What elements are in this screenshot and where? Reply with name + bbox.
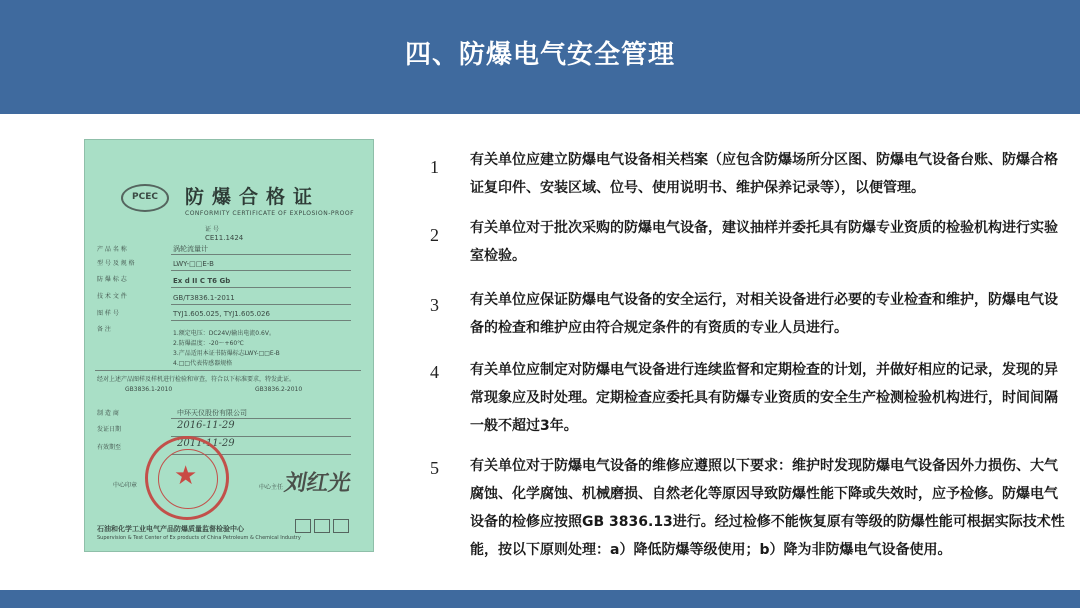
item-text: 有关单位应建立防爆电气设备相关档案（应包含防爆场所分区图、防爆电气设备台账、防爆合格证复印件、安装区域、位号、使用说明书、维护保养记录等），以便管理。 [470,152,1058,196]
expiry-label: 有效期至 [97,444,122,451]
item-text: 有关单位对于防爆电气设备的维修应遵照以下要求：维护时发现防爆电气设备因外力损伤、大气腐蚀、化学腐蚀、机械磨损、自然老化等原因导致防爆性能下降或失效时，应予检修。防爆电气设备的检修应按照GB 3836.13进行。经过检修不能恢复原有等级的防爆性能可根据实际技术性能，按以下原则处理：a）降低防爆等级使用；b）降为非防爆电气设备使用。 [470,458,1065,558]
item-number: 2 [430,225,439,245]
item-text: 有关单位应制定对防爆电气设备进行连续监督和定期检查的计划，并做好相应的记录，发现的异常现象应及时处理。定期检查应委托具有防爆专业资质的安全生产检测检验机构进行，时间间隔一般不超过3年。 [470,362,1058,434]
item-text: 有关单位对于批次采购的防爆电气设备，建议抽样并委托具有防爆专业资质的检验机构进行实验室检验。 [470,220,1058,264]
director-label: 中心主任 [259,484,284,491]
manufacturer-label: 制 造 商 [97,410,119,417]
footer-bar [0,590,1080,608]
model: LWY-□□E-B [173,260,214,268]
statement: 经对上述产品图样及样机进行检验和审查，符合以下标准要求，特发此证。 [97,376,296,383]
item-number: 3 [430,295,439,315]
expiry-date: 2011-11-29 [177,438,235,449]
issuer-english: Supervision & Test Center of Ex products of China Petroleum & Chemical Industry [97,535,301,541]
item-number: 5 [430,458,439,478]
item-number: 4 [430,362,439,382]
standard: GB/T3836.1-2011 [173,294,235,302]
ex-mark: Ex d II C T6 Gb [173,277,231,285]
certificate-title: 防爆合格证 [185,186,321,208]
manufacturer: 中环天仪股份有限公司 [177,409,247,417]
slide-title: 四、防爆电气安全管理 [404,40,675,70]
issue-date-label: 发证日期 [97,426,122,433]
note-4: 4.□□代表传感器规格 [173,360,233,367]
item-text: 有关单位应保证防爆电气设备的安全运行，对相关设备进行必要的专业检查和维护，防爆电气设备的检查和维护应由符合规定条件的有资质的专业人员进行。 [470,292,1058,336]
star-icon: ★ [174,461,198,491]
pcec-logo: PCEC [121,184,169,212]
certificate-subtitle: CONFORMITY CERTIFICATE OF EXPLOSION-PROOF [185,210,355,217]
std-right: GB3836.2-2010 [255,386,303,393]
product-name: 涡轮流量计 [173,245,208,253]
cert-no-label: 证 号 [205,226,219,233]
issue-date: 2016-11-29 [177,420,235,431]
certification-badges [295,518,352,537]
official-seal [145,436,229,520]
note-3: 3.产品适用本证书防爆标志LWY-□□E-B [173,350,280,357]
item-number: 1 [430,157,439,177]
std-left: GB3836.1-2010 [125,386,173,393]
issuer-name: 石油和化学工业电气产品防爆质量监督检验中心 [97,525,244,533]
note-1: 1.额定电压：DC24V/输出电流0.6V。 [173,330,275,337]
seal-label: 中心印章 [113,482,138,489]
cert-no: CE11.1424 [205,234,244,242]
director-signature: 刘红光 [282,471,353,496]
drawing-no: TYJ1.605.025, TYJ1.605.026 [173,310,270,318]
certificate-image: PCEC 防爆合格证 CONFORMITY CERTIFICATE OF EXPLOSION-PROOF 证 号 CE11.1424 产 品 名 称 涡轮流量计 型 号 及 规 格 LWY-□□E-B 防 爆 标 志 Ex d II C T6 Gb 技 术 文 件 GB/T3836.1-2011 图 样 号 TYJ1.605.025, TYJ1.605.026 备 注 1.额定电压：DC24V/输出电流0.6V。 2.防爆温度：-20～+60℃ 3.产品适用本证书防爆标志LWY-□□E-B 4.□□代表传感器规格 经对上述产品图样及样机进行检验和审查，符合以下标准要求，特发此证。 GB3836.1-2010 GB3836.2-2010 制 造 商 中环天仪股份有限公司 发证日期 2016-11-29 有效期至 2011-11-29 ★ 中心印章 中心主任 刘红光 石油和化学工业电气产品防爆质量监督检验中心 Supervision & Test Center of Ex products of China Petroleum & Chemical Industry [84,139,374,552]
note-2: 2.防爆温度：-20～+60℃ [173,340,244,347]
